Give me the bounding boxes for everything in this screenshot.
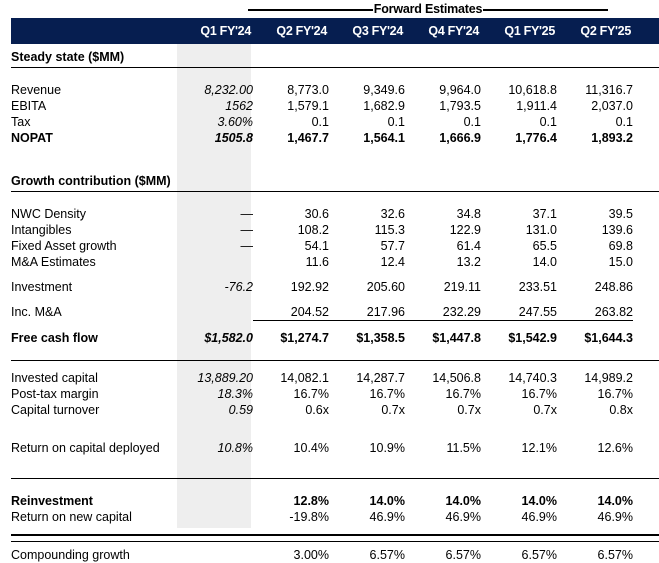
cell-intangibles-q1fy25: 131.0 [525, 222, 557, 237]
cell-ma-estimates-q4fy24: 13.2 [456, 254, 481, 269]
row-label-post-tax-margin: Post-tax margin [11, 386, 99, 401]
table-row-invested-capital [11, 370, 659, 386]
cell-ma-estimates-q1fy25: 14.0 [532, 254, 557, 269]
cell-investment-q1fy24: -76.2 [224, 279, 253, 294]
cell-intangibles-q2fy24: 108.2 [297, 222, 329, 237]
cell-ronc-q4fy24: 46.9% [445, 509, 481, 524]
cell-post-tax-margin-q1fy25: 16.7% [521, 386, 557, 401]
cell-capital-turnover-q4fy24: 0.7x [457, 402, 481, 417]
cell-ronc-q3fy24: 46.9% [369, 509, 405, 524]
cell-nwc-density-q1fy25: 37.1 [532, 206, 557, 221]
spacer-row [11, 68, 659, 83]
section-header-growth-contribution [11, 172, 659, 192]
cell-fcf-q3fy24: $1,358.5 [356, 330, 405, 345]
cell-compounding-q2fy25: 6.57% [597, 547, 633, 562]
row-label-fixed-asset-growth: Fixed Asset growth [11, 238, 117, 253]
cell-nwc-density-q2fy24: 30.6 [304, 206, 329, 221]
cell-inc-ma-q3fy24: 217.96 [329, 304, 405, 321]
cell-nwc-density-q1fy24: — [240, 206, 253, 221]
cell-nopat-q2fy25: 1,893.2 [591, 130, 633, 145]
cell-rocd-q2fy24: 10.4% [293, 440, 329, 455]
cell-invested-capital-q1fy24: 13,889.20 [197, 370, 253, 385]
cell-intangibles-q1fy24: — [240, 222, 253, 237]
cell-post-tax-margin-q3fy24: 16.7% [369, 386, 405, 401]
spacer-row [11, 270, 659, 279]
spanner-rule-left [248, 9, 373, 11]
cell-revenue-q2fy24: 8,773.0 [287, 82, 329, 97]
cell-invested-capital-q3fy24: 14,287.7 [356, 370, 405, 385]
table-row-nopat [11, 130, 659, 146]
table-row-ma-estimates [11, 254, 659, 270]
table-row-intangibles [11, 222, 659, 238]
cell-ebita-q1fy24: 1562 [225, 98, 253, 113]
table-row-compounding-growth [11, 547, 659, 563]
cell-rocd-q2fy25: 12.6% [597, 440, 633, 455]
row-label-tax: Tax [11, 114, 31, 129]
section-divider [11, 346, 659, 361]
cell-fixed-asset-q4fy24: 61.4 [456, 238, 481, 253]
cell-ronc-q1fy24 [177, 509, 253, 525]
row-label-intangibles: Intangibles [11, 222, 72, 237]
cell-fixed-asset-q3fy24: 57.7 [380, 238, 405, 253]
table-row-ebita [11, 98, 659, 114]
row-label-ma-estimates: M&A Estimates [11, 254, 96, 269]
cell-reinvestment-q2fy25: 14.0% [597, 493, 633, 508]
row-label-return-on-new-capital: Return on new capital [11, 509, 132, 524]
section-header-steady-state [11, 48, 659, 68]
cell-revenue-q1fy24: 8,232.00 [204, 82, 253, 97]
cell-ebita-q2fy24: 1,579.1 [287, 98, 329, 113]
cell-nopat-q2fy24: 1,467.7 [287, 130, 329, 145]
cell-reinvestment-q1fy25: 14.0% [521, 493, 557, 508]
cell-inc-ma-q2fy24: 204.52 [253, 304, 329, 321]
cell-nopat-q1fy24: 1505.8 [214, 130, 253, 145]
cell-fcf-q2fy24: $1,274.7 [280, 330, 329, 345]
row-label-return-on-capital-deployed: Return on capital deployed [11, 440, 160, 455]
cell-nopat-q3fy24: 1,564.1 [363, 130, 405, 145]
cell-compounding-q4fy24: 6.57% [445, 547, 481, 562]
table-bottom-double-rule [11, 534, 659, 542]
cell-post-tax-margin-q4fy24: 16.7% [445, 386, 481, 401]
cell-post-tax-margin-q1fy24: 18.3% [217, 386, 253, 401]
cell-rocd-q4fy24: 11.5% [446, 440, 481, 455]
spanner-rule-right [483, 9, 608, 11]
spacer-row [11, 479, 659, 494]
cell-intangibles-q2fy25: 139.6 [601, 222, 633, 237]
cell-reinvestment-q1fy24 [177, 493, 253, 509]
cell-nopat-q4fy24: 1,666.9 [439, 130, 481, 145]
cell-ebita-q2fy25: 2,037.0 [591, 98, 633, 113]
cell-ronc-q1fy25: 46.9% [521, 509, 557, 524]
cell-rocd-q1fy25: 12.1% [521, 440, 557, 455]
cell-intangibles-q3fy24: 115.3 [374, 222, 405, 237]
cell-investment-q1fy25: 233.51 [518, 279, 557, 294]
row-label-inc-ma: Inc. M&A [11, 305, 62, 319]
cell-ronc-q2fy25: 46.9% [597, 509, 633, 524]
cell-tax-q1fy25: 0.1 [539, 114, 557, 129]
table-row-fixed-asset-growth [11, 238, 659, 254]
row-label-reinvestment: Reinvestment [11, 493, 93, 508]
row-label-capital-turnover: Capital turnover [11, 402, 100, 417]
table-row-inc-ma [11, 304, 659, 321]
cell-rocd-q3fy24: 10.9% [369, 440, 405, 455]
cell-ronc-q2fy24: -19.8% [289, 509, 329, 524]
row-label-revenue: Revenue [11, 82, 62, 97]
table-row-post-tax-margin [11, 386, 659, 402]
cell-tax-q4fy24: 0.1 [463, 114, 481, 129]
cell-ma-estimates-q2fy25: 15.0 [608, 254, 633, 269]
cell-invested-capital-q1fy25: 14,740.3 [508, 370, 557, 385]
cell-inc-ma-q4fy24: 232.29 [405, 304, 481, 321]
cell-investment-q4fy24: 219.11 [443, 279, 481, 294]
cell-fcf-q1fy24: $1,582.0 [204, 330, 253, 345]
cell-investment-q2fy24: 192.92 [290, 279, 329, 294]
cell-fcf-q4fy24: $1,447.8 [432, 330, 481, 345]
cell-capital-turnover-q2fy24: 0.6x [305, 402, 329, 417]
cell-capital-turnover-q1fy25: 0.7x [533, 402, 557, 417]
cell-nwc-density-q3fy24: 32.6 [380, 206, 405, 221]
cell-revenue-q4fy24: 9,964.0 [439, 82, 481, 97]
cell-investment-q2fy25: 248.86 [594, 279, 633, 294]
table-row-free-cash-flow [11, 330, 659, 346]
cell-rocd-q1fy24: 10.8% [217, 440, 253, 455]
cell-reinvestment-q3fy24: 14.0% [369, 493, 405, 508]
spacer-row [11, 361, 659, 371]
table-row-reinvestment [11, 493, 659, 509]
spanner-label: Forward Estimates [373, 1, 483, 16]
section-title-growth-contribution: Growth contribution ($MM) [11, 172, 177, 192]
cell-post-tax-margin-q2fy25: 16.7% [597, 386, 633, 401]
cell-tax-q1fy24: 3.60% [217, 114, 253, 129]
cell-reinvestment-q2fy24: 12.8% [293, 493, 329, 508]
section-title-steady-state: Steady state ($MM) [11, 48, 177, 68]
table-row-revenue [11, 82, 659, 98]
cell-ebita-q1fy25: 1,911.4 [516, 98, 557, 113]
cell-capital-turnover-q1fy24: 0.59 [228, 402, 253, 417]
cell-capital-turnover-q3fy24: 0.7x [381, 402, 405, 417]
section-divider [11, 456, 659, 479]
table-row-return-on-new-capital [11, 509, 659, 525]
cell-compounding-q3fy24: 6.57% [369, 547, 405, 562]
cell-invested-capital-q2fy25: 14,989.2 [584, 370, 633, 385]
column-header-q2fy25: Q2 FY'25 [580, 24, 631, 38]
cell-fixed-asset-q1fy25: 65.5 [532, 238, 557, 253]
cell-inc-ma-q2fy25: 263.82 [557, 304, 633, 321]
cell-intangibles-q4fy24: 122.9 [449, 222, 481, 237]
forward-estimates-spanner [248, 2, 608, 18]
cell-tax-q2fy24: 0.1 [311, 114, 329, 129]
spacer-row [11, 192, 659, 207]
cell-ebita-q3fy24: 1,682.9 [363, 98, 405, 113]
cell-ma-estimates-q2fy24: 11.6 [305, 254, 329, 269]
cell-tax-q3fy24: 0.1 [387, 114, 405, 129]
cell-revenue-q3fy24: 9,349.6 [363, 82, 405, 97]
cell-tax-q2fy25: 0.1 [615, 114, 633, 129]
spacer-row [11, 295, 659, 304]
table-row-investment [11, 279, 659, 295]
cell-compounding-q1fy25: 6.57% [521, 547, 557, 562]
cell-invested-capital-q2fy24: 14,082.1 [280, 370, 329, 385]
model-grid [11, 48, 659, 563]
cell-fixed-asset-q2fy24: 54.1 [304, 238, 329, 253]
cell-fcf-q1fy25: $1,542.9 [508, 330, 557, 345]
cell-post-tax-margin-q2fy24: 16.7% [293, 386, 329, 401]
column-header-q1fy24: Q1 FY'24 [200, 24, 251, 38]
spacer-row [11, 321, 659, 331]
cell-investment-q3fy24: 205.60 [366, 279, 405, 294]
row-label-nopat: NOPAT [11, 130, 53, 145]
spacer-row [11, 146, 659, 172]
cell-fcf-q2fy25: $1,644.3 [584, 330, 633, 345]
spacer-row [11, 418, 659, 440]
cell-nwc-density-q2fy25: 39.5 [608, 206, 633, 221]
row-label-free-cash-flow: Free cash flow [11, 330, 98, 345]
cell-invested-capital-q4fy24: 14,506.8 [432, 370, 481, 385]
row-label-invested-capital: Invested capital [11, 370, 98, 385]
cell-ma-estimates-q3fy24: 12.4 [380, 254, 405, 269]
cell-inc-ma-q1fy24 [177, 304, 253, 321]
cell-reinvestment-q4fy24: 14.0% [445, 493, 481, 508]
cell-nwc-density-q4fy24: 34.8 [456, 206, 481, 221]
cell-fixed-asset-q2fy25: 69.8 [608, 238, 633, 253]
cell-inc-ma-q1fy25: 247.55 [481, 304, 557, 321]
cell-compounding-q2fy24: 3.00% [293, 547, 329, 562]
column-header-q1fy25: Q1 FY'25 [504, 24, 555, 38]
column-header-q2fy24: Q2 FY'24 [276, 24, 327, 38]
cell-nopat-q1fy25: 1,776.4 [515, 130, 557, 145]
table-row-tax [11, 114, 659, 130]
row-label-compounding-growth: Compounding growth [11, 547, 130, 562]
row-label-investment: Investment [11, 279, 73, 294]
column-header-q4fy24: Q4 FY'24 [428, 24, 479, 38]
column-header-q3fy24: Q3 FY'24 [352, 24, 403, 38]
cell-revenue-q1fy25: 10,618.8 [508, 82, 557, 97]
cell-revenue-q2fy25: 11,316.7 [585, 82, 633, 97]
row-label-nwc-density: NWC Density [11, 206, 87, 221]
cell-capital-turnover-q2fy25: 0.8x [609, 402, 633, 417]
table-row-return-on-capital-deployed [11, 440, 659, 456]
table-row-capital-turnover [11, 402, 659, 418]
table-row-nwc-density [11, 206, 659, 222]
column-header-band [11, 18, 659, 44]
row-label-ebita: EBITA [11, 98, 47, 113]
cell-ma-estimates-q1fy24 [177, 254, 253, 270]
cell-fixed-asset-q1fy24: — [240, 238, 253, 253]
cell-compounding-q1fy24 [177, 547, 253, 563]
cell-ebita-q4fy24: 1,793.5 [439, 98, 481, 113]
